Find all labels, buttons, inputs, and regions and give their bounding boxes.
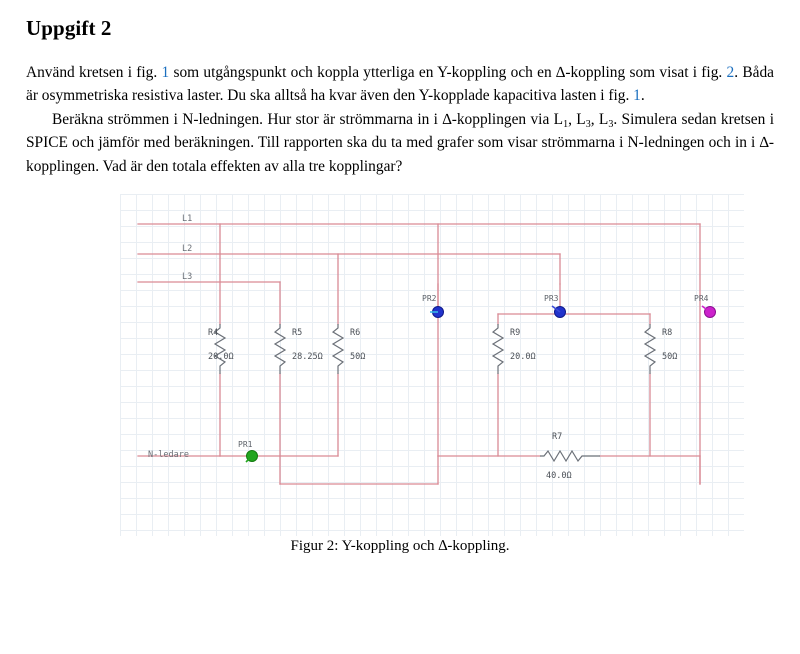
body-text (26, 61, 774, 178)
p2-sub2: 3 (585, 118, 591, 130)
p1-seg4: . (640, 87, 645, 105)
resistor-value-r8: 50Ω (662, 352, 678, 363)
schematic-svg (120, 194, 744, 536)
schematic-diagram (120, 194, 744, 536)
probe-label-pr3[interactable]: PR3 (544, 294, 559, 304)
rail-label-l1: L1 (182, 214, 193, 225)
resistor-r6-symbol (333, 324, 343, 374)
figure-caption: Figur 2: Y-koppling och ∆-koppling. (290, 538, 510, 555)
resistor-r9-symbol (493, 324, 503, 374)
resistor-label-r6: R6 (350, 328, 361, 339)
p1-seg2: som utgångspunkt och koppla ytterliga en Y-koppling och en ∆-koppling som visat i fig. (169, 64, 727, 81)
figure-ref-3[interactable]: 1 (633, 87, 641, 105)
resistor-value-r5: 28.25Ω (292, 352, 323, 363)
resistor-label-r8: R8 (662, 328, 673, 339)
probe-label-pr2[interactable]: PR2 (422, 294, 437, 304)
p1-seg1: Använd kretsen i fig. (26, 64, 162, 81)
resistor-value-r4: 20.0Ω (208, 352, 234, 363)
paragraph-1 (26, 61, 774, 108)
resistor-r8-symbol (645, 324, 655, 374)
paragraph-2 (26, 108, 774, 178)
resistor-label-r5: R5 (292, 328, 303, 339)
rail-label-n: N-ledare (148, 450, 189, 461)
rail-label-l3: L3 (182, 272, 193, 283)
resistor-label-r7: R7 (552, 432, 563, 443)
p2-seg3: , L (590, 110, 609, 128)
resistor-r7-symbol (540, 451, 600, 461)
probe-label-pr4[interactable]: PR4 (694, 294, 709, 304)
resistor-label-r9: R9 (510, 328, 521, 339)
p2-sub3: 3 (608, 118, 614, 130)
figure-ref-1[interactable]: 1 (161, 64, 170, 81)
resistor-value-r9: 20.0Ω (510, 352, 536, 363)
figure-ref-2[interactable]: 2 (726, 64, 735, 81)
resistor-value-r7: 40.0Ω (546, 471, 572, 482)
p2-seg1: Beräkna strömmen i N-ledningen. Hur stor är strömmarna in i ∆-kopplingen via L (52, 110, 564, 128)
page-title: Uppgift 2 (26, 16, 112, 40)
probe-markers (246, 306, 716, 462)
p2-seg2: , L (568, 110, 586, 128)
rail-label-l2: L2 (182, 244, 193, 255)
resistor-r5-symbol (275, 324, 285, 374)
p2-sub1: 1 (563, 118, 569, 130)
p1-seg3: . Båda är osymmetriska resistiva laster. Du ska alltså ha kvar även den Y-kopplade kapacitiva lasten i fig. (26, 64, 774, 105)
resistor-label-r4: R4 (208, 328, 219, 339)
resistor-value-r6: 50Ω (350, 352, 366, 363)
probe-label-pr1[interactable]: PR1 (238, 440, 253, 450)
figure-2 (26, 194, 774, 554)
p2-seg4: . Simulera sedan kretsen i SPICE och jämför med beräkningen. Till rapporten ska du ta med grafer som visar strömmarna i N-ledningen och in i ∆-kopplingen. Vad är den totala effekten av alla tre kopplingar? (26, 110, 774, 175)
